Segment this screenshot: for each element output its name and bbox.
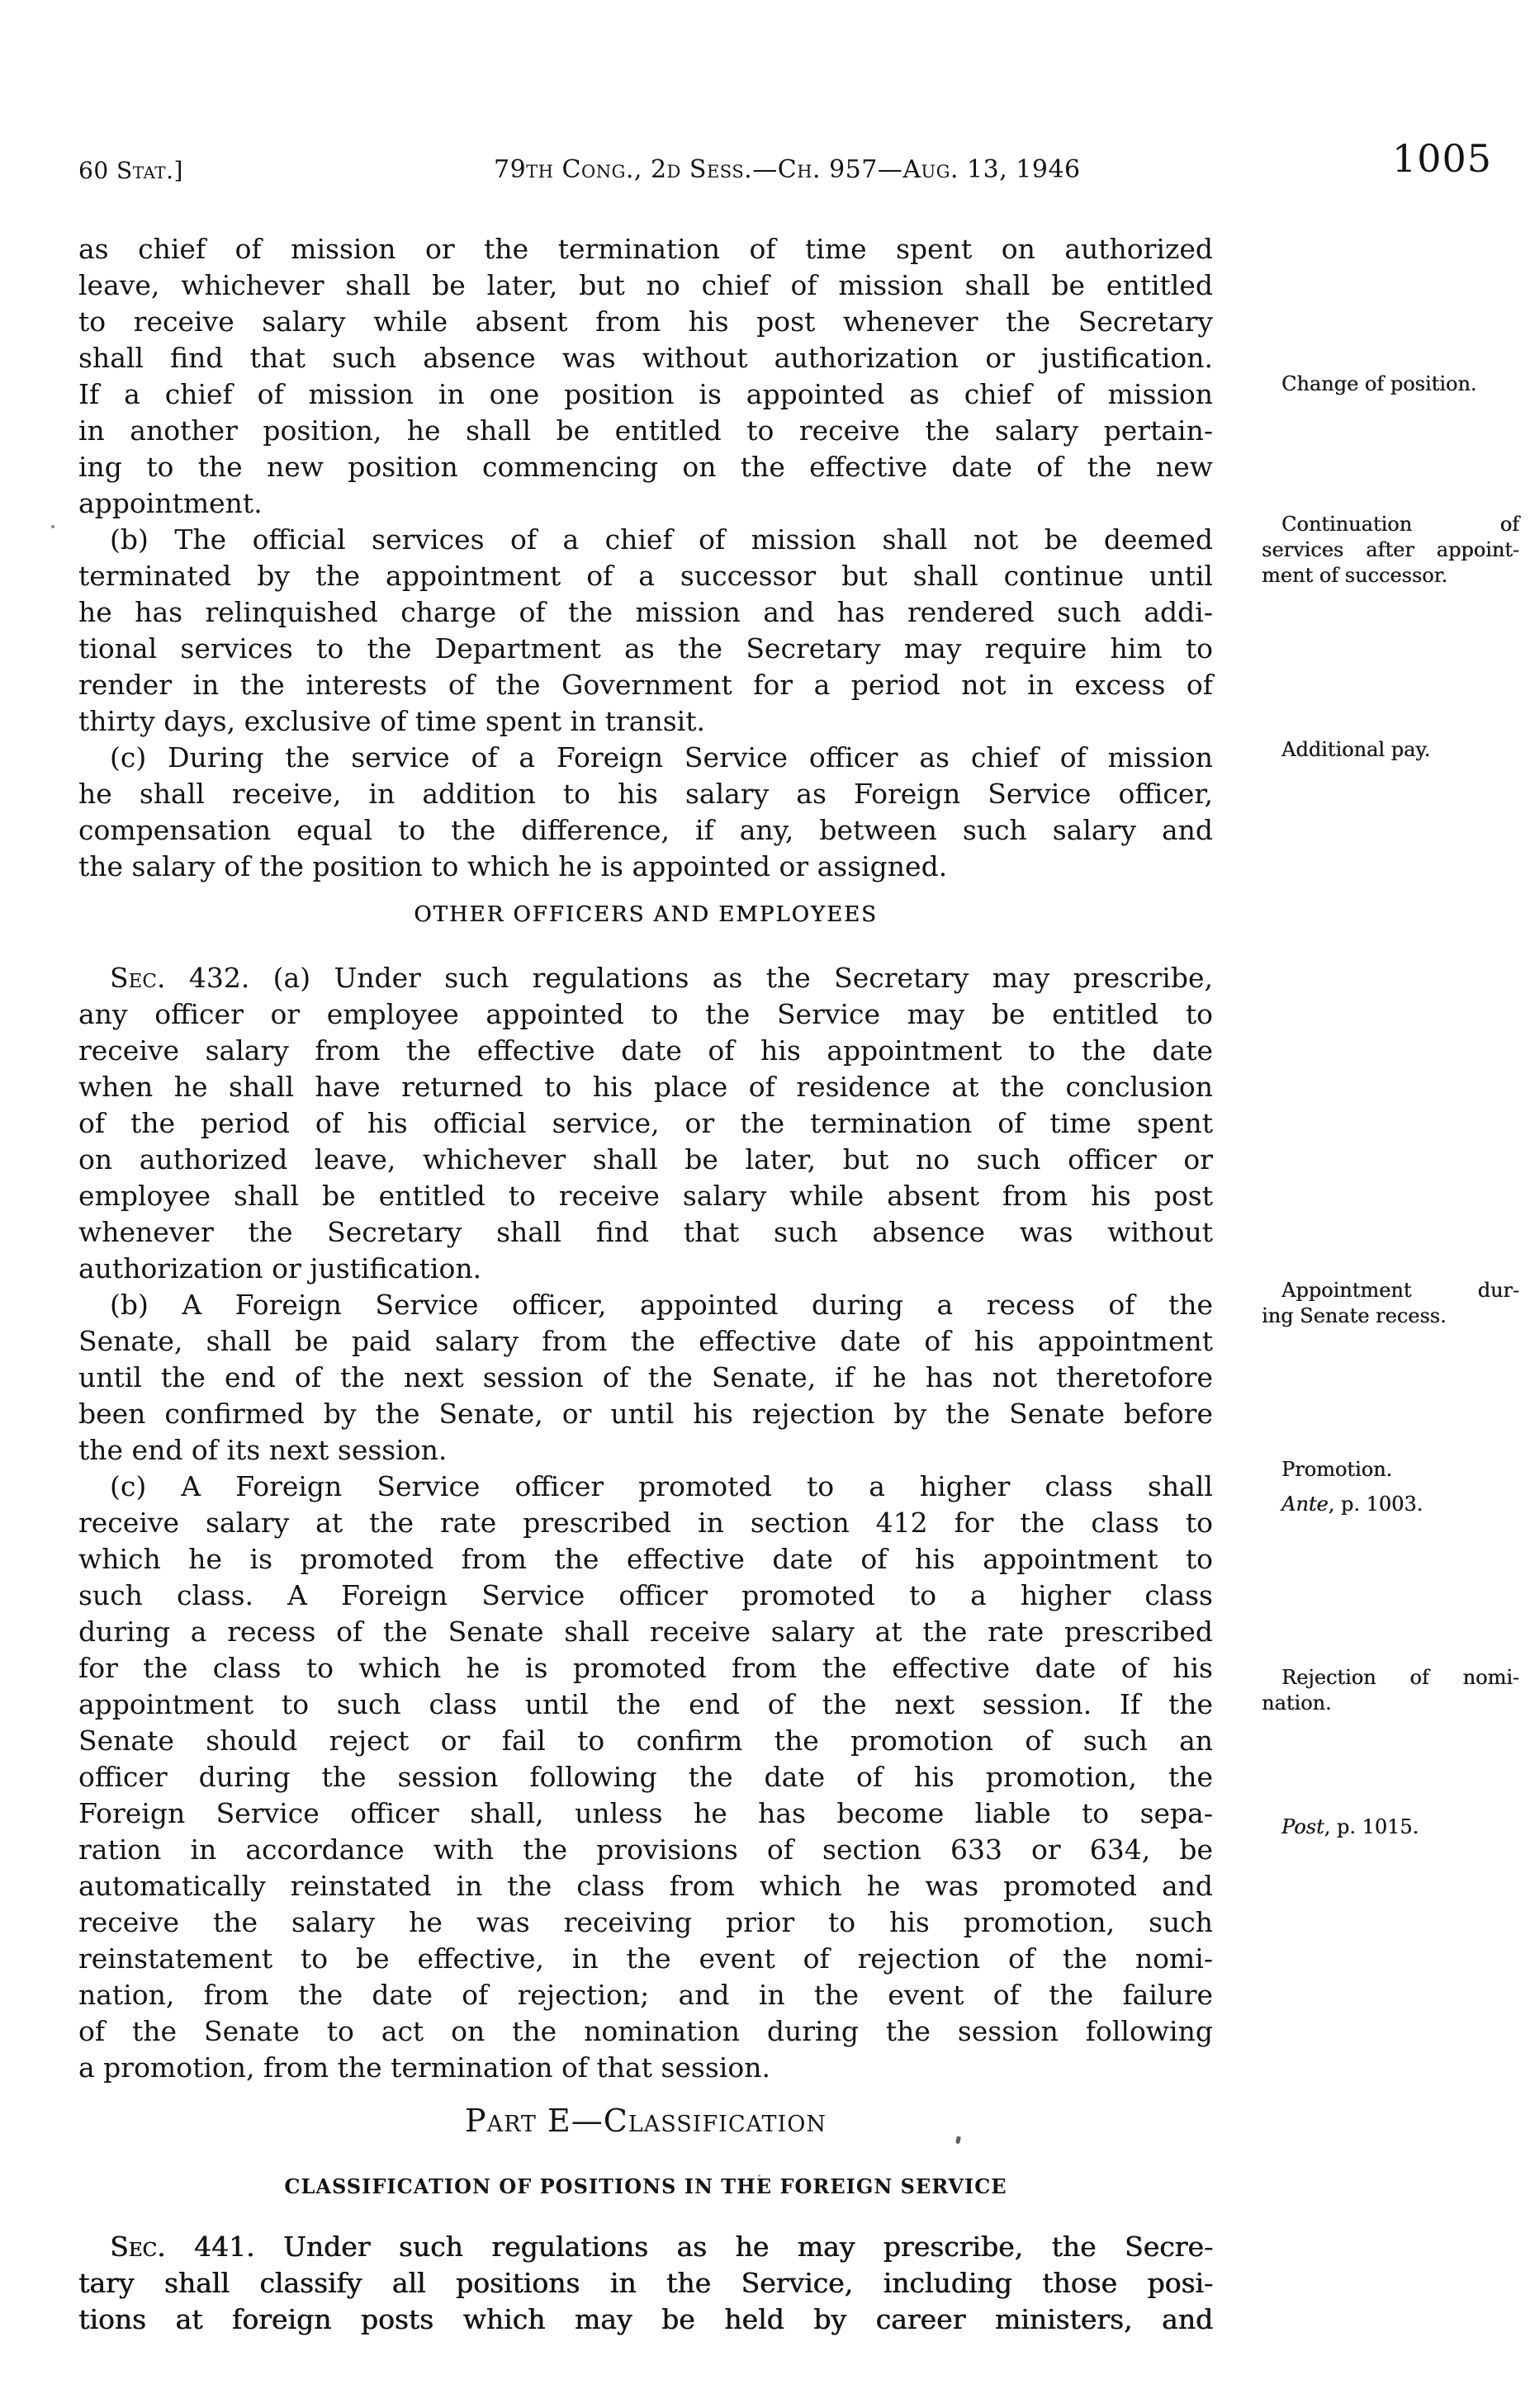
text-line: the salary of the position to which he is appointed or assigned. (78, 850, 948, 882)
section-number: Sec. 432. (110, 962, 250, 994)
text-line: which he is promoted from the effective date of his appointment to (78, 1543, 1213, 1575)
text-line: any officer or employee appointed to the Service may be entitled to (78, 998, 1213, 1030)
margin-note-line: Change of position. (1281, 372, 1477, 395)
heading-subsection: OTHER OFFICERS AND EMPLOYEES (414, 902, 878, 927)
text-line: of the period of his official service, or the termination of time spent (78, 1107, 1213, 1139)
margin-note-line: services after appoint- (1262, 538, 1519, 561)
paragraph (78, 522, 1213, 740)
paragraph (78, 231, 1213, 522)
scan-speck (758, 2174, 760, 2177)
text-line: reinstatement to be effective, in the event of rejection of the nomi- (78, 1942, 1213, 1975)
margin-note-line: Ante, p. 1003. (1281, 1493, 1423, 1516)
text-line: officer during the session following the date of his promotion, the (78, 1761, 1213, 1793)
text-line: thirty days, exclusive of time spent in transit. (78, 705, 705, 737)
text-line: employee shall be entitled to receive salary while absent from his post (78, 1180, 1213, 1212)
text-line: (c) During the service of a Foreign Service officer as chief of mission (110, 741, 1213, 773)
text-line: leave, whichever shall be later, but no chief of mission shall be entitled (78, 269, 1213, 301)
text-line: whenever the Secretary shall find that such absence was without (78, 1216, 1213, 1248)
paragraph (78, 960, 1213, 1287)
text-line: tions at foreign posts which may be held by career ministers, and (78, 2303, 1213, 2335)
text-line: shall find that such absence was without authorization or justification. (78, 342, 1213, 374)
text-line: terminated by the appointment of a successor but shall continue until (78, 560, 1213, 592)
text-line: Senate, shall be paid salary from the effective date of his appointment (78, 1325, 1213, 1357)
margin-note (1262, 737, 1519, 763)
text-line: receive salary from the effective date of his appointment to the date (78, 1034, 1213, 1067)
text-line: tional services to the Department as the Secretary may require him to (78, 632, 1213, 665)
margin-note (1262, 1457, 1519, 1483)
text-line: appointment to such class until the end of the next session. If the (78, 1688, 1213, 1720)
text-line: ration in accordance with the provisions of section 633 or 634, be (78, 1833, 1213, 1866)
text-line: in another position, he shall be entitled to receive the salary pertain- (78, 414, 1213, 447)
text-line: during a recess of the Senate shall receive salary at the rate prescribed (78, 1616, 1213, 1648)
statute-text (78, 231, 1213, 2338)
text-line: as chief of mission or the termination of time spent on authorized (78, 233, 1213, 265)
text-line: (b) A Foreign Service officer, appointed during a recess of the (110, 1289, 1213, 1321)
text-line: such class. A Foreign Service officer promoted to a higher class (78, 1579, 1213, 1611)
text-line: for the class to which he is promoted from the effective date of his (78, 1652, 1213, 1684)
text-line: he has relinquished charge of the mission and has rendered such addi- (78, 596, 1213, 628)
text-line: automatically reinstated in the class from which he was promoted and (78, 1870, 1213, 1902)
text-line: been confirmed by the Senate, or until his rejection by the Senate before (78, 1398, 1213, 1430)
text-line: of the Senate to act on the nomination during the session following (78, 2015, 1213, 2047)
margin-note (1262, 1278, 1519, 1329)
text-line: when he shall have returned to his place of residence at the conclusion (78, 1071, 1213, 1103)
text-line: he shall receive, in addition to his salary as Foreign Service officer, (78, 778, 1213, 810)
margin-note-line: Post, p. 1015. (1281, 1815, 1419, 1838)
text-line: on authorized leave, whichever shall be later, but no such officer or (78, 1143, 1213, 1176)
margin-note-line: Rejection of nomi- (1281, 1666, 1519, 1689)
margin-note (1262, 1665, 1519, 1716)
text-line: nation, from the date of rejection; and in the event of the failure (78, 1979, 1213, 2011)
running-head: 79th Cong., 2d Sess.—Ch. 957—Aug. 13, 1946 (494, 155, 1081, 184)
paragraph (78, 1469, 1213, 2086)
page-number: 1005 (1392, 136, 1493, 181)
paragraph (78, 740, 1213, 885)
text-line: ing to the new position commencing on the effective date of the new (78, 451, 1213, 483)
text-line: (b) The official services of a chief of mission shall not be deemed (110, 523, 1213, 556)
margin-note (1262, 1492, 1519, 1517)
text-line: compensation equal to the difference, if any, between such salary and (78, 814, 1213, 846)
text-line: a promotion, from the termination of that session. (78, 2051, 770, 2084)
heading-part: Part E—Classification (465, 2103, 827, 2139)
text-line: receive salary at the rate prescribed in section 412 for the class to (78, 1507, 1213, 1539)
margin-note (1262, 371, 1519, 397)
text-line: (c) A Foreign Service officer promoted to a higher class shall (110, 1470, 1213, 1502)
text-line: Foreign Service officer shall, unless he has become liable to sepa- (78, 1797, 1213, 1829)
margin-note-line: Appointment dur- (1281, 1279, 1519, 1302)
paragraph (78, 1287, 1213, 1469)
text-line: Sec. 432. (a) Under such regulations as the Secretary may prescribe, (110, 962, 1214, 994)
margin-note-line: ment of successor. (1262, 564, 1448, 587)
text-line: until the end of the next session of the Senate, if he has not theretofore (78, 1361, 1213, 1393)
text-line: to receive salary while absent from his post whenever the Secretary (78, 305, 1213, 338)
margin-note-line: Continuation of (1281, 513, 1519, 536)
paragraph (78, 2229, 1213, 2338)
margin-note (1262, 1814, 1519, 1840)
text-line: tary shall classify all positions in the Service, including those posi- (78, 2267, 1213, 2299)
text-line: If a chief of mission in one position is appointed as chief of mission (78, 378, 1213, 410)
text-line: Senate should reject or fail to confirm the promotion of such an (78, 1724, 1213, 1757)
margin-note-line: ing Senate recess. (1262, 1304, 1447, 1327)
margin-note-line: Promotion. (1281, 1458, 1393, 1481)
text-line: Sec. 441. Under such regulations as he may prescribe, the Secre- (110, 2231, 1214, 2263)
heading-article: CLASSIFICATION OF POSITIONS IN THE FOREIGN SERVICE (284, 2174, 1007, 2198)
margin-note-line: nation. (1262, 1691, 1332, 1715)
scan-speck (51, 525, 54, 528)
text-line: appointment. (78, 487, 263, 519)
volume-citation: 60 Stat.] (78, 157, 183, 184)
text-line: authorization or justification. (78, 1252, 482, 1284)
text-line: receive the salary he was receiving prior to his promotion, such (78, 1906, 1213, 1938)
margin-note (1262, 512, 1519, 589)
text-line: the end of its next session. (78, 1434, 448, 1466)
text-line: render in the interests of the Government for a period not in excess of (78, 669, 1213, 701)
section-number: Sec. 441. (110, 2231, 255, 2263)
margin-note-line: Additional pay. (1281, 738, 1431, 761)
